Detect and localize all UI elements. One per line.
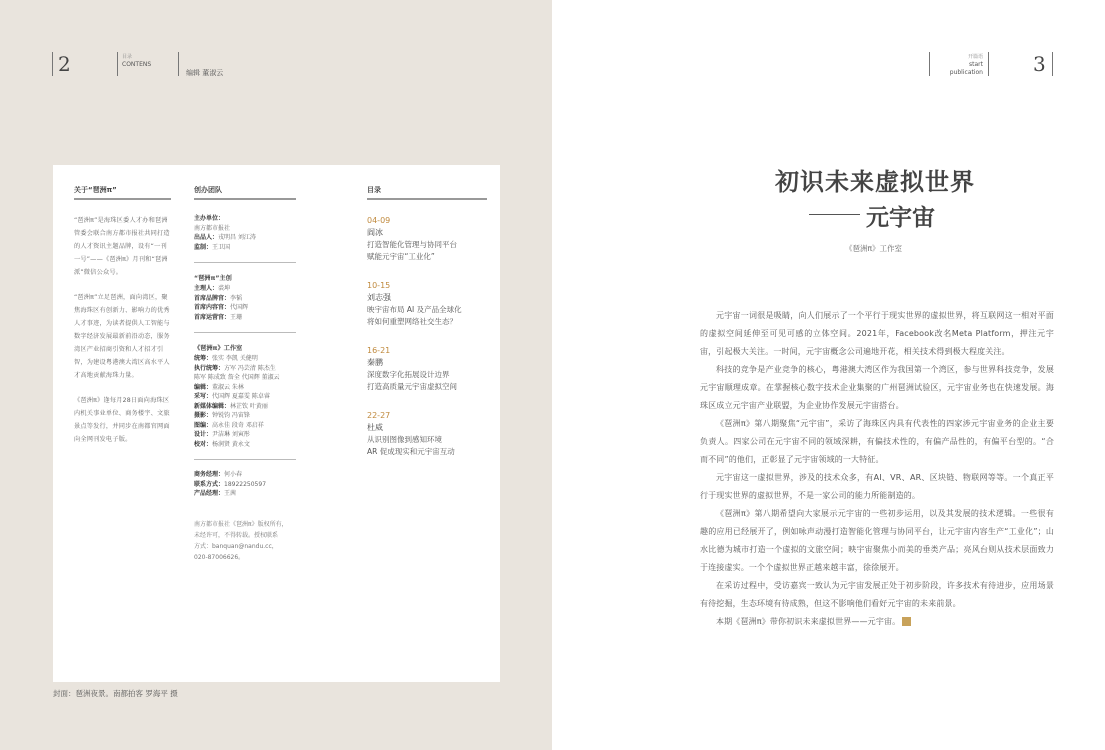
article-paragraph: 《琶洲π》第八期希望向大家展示元宇宙的一些初步运用，以及其发展的技术逻辑。一些很有趣的应用已经展开了，例如咏声动漫打造智能化管理与协同平台，让元宇宙内容生产“工业化”；山水比德为城市打造一个虚拟的文旅空间；映宇宙聚焦小而美的垂类产品；亮风台则从技术层面致力于连接虚实。一个个虚拟世界正越来越丰富，徐徐展开。 [700, 509, 1054, 572]
team-line-value: 代国辉 [230, 304, 249, 311]
article-body [700, 307, 1054, 631]
team-line [194, 284, 296, 294]
team-line-value: 张实 李凯 关健明 [212, 355, 258, 362]
team-line-label: 联系方式： [194, 480, 225, 488]
team-line-label: 采写： [194, 393, 213, 400]
team-line [194, 402, 296, 412]
about-paragraph: “琶洲π”是海珠区委人才办和琶洲管委会联合南方都市报社共同打造的人才资讯主题品牌，设有“一刊一号”——《琶洲π》月刊和“琶洲派”微信公众号。 [74, 217, 170, 276]
team-groups [194, 214, 296, 509]
team-line-value: 高永佳 段奇 邓启祥 [212, 421, 264, 429]
title-dash [809, 214, 860, 215]
toc-item[interactable] [367, 214, 487, 263]
toc-headline: 打造智能化管理与协同平台 [367, 240, 457, 249]
right-section-en2: publication [949, 69, 983, 76]
team-line-value: 王茜 [224, 490, 237, 497]
toc-headline: 深度数字化拓展设计边界 [367, 370, 450, 379]
team-line-value: 李韬 [230, 294, 243, 302]
team-line [194, 383, 296, 393]
article-paragraph: 科技的竞争是产业竞争的核心，粤港澳大湾区作为我国第一个湾区，参与世界科技竞争，发展元宇宙顺理成章。在掌握核心数字技术企业集聚的广州琶洲试验区，元宇宙业务也在快速发展。海珠区成立元宇宙产业联盟，为企业协作发展元宇宙搭台。 [700, 365, 1054, 410]
team-line-label: 主办单位： [194, 215, 225, 222]
copyright-line: 020-87006626。 [194, 553, 245, 561]
team-line [194, 354, 296, 364]
right-section-label [937, 53, 983, 77]
team-group [194, 273, 296, 333]
left-header-divider [52, 52, 53, 76]
article-title-line1: 初识未来虚拟世界 [775, 168, 975, 196]
team-line [194, 224, 296, 234]
toc-page-range: 16-21 [367, 346, 391, 355]
team-line-label: 执行统筹： [194, 364, 225, 372]
toc-headline: 赋能元宇宙“工业化” [367, 252, 435, 261]
toc-author: 阎冰 [367, 228, 383, 237]
toc-author: 秦鹏 [367, 358, 383, 367]
toc-heading: 目录 [367, 185, 487, 200]
team-line-value: 何小春 [224, 471, 243, 478]
team-line-value: 方军 冯芸清 陈杰生 [224, 364, 276, 372]
copyright-line: 未经许可，不得转载。授权联系 [194, 531, 279, 539]
team-line [194, 313, 296, 323]
left-header-divider-3 [178, 52, 179, 76]
team-line-value: 戎明昌 刘江涛 [218, 234, 256, 241]
team-line [194, 411, 296, 421]
team-line-value: 林芷钦 叶黄丽 [230, 402, 268, 410]
team-line-value: 钟锐钧 冯宙锋 [212, 412, 250, 419]
team-line [194, 470, 296, 480]
team-line [194, 373, 296, 383]
team-line-value: 陈军 陈成致 詹全 代国辉 董淑云 [194, 374, 280, 381]
article-paragraph: 本期《琶洲π》带你初识未来虚拟世界——元宇宙。 [700, 613, 1054, 631]
team-line-label: 商务经理： [194, 471, 225, 478]
left-section-label [122, 53, 151, 69]
article-title-line2: 元宇宙 [866, 205, 935, 231]
article-paragraph: 元宇宙一词很是吸睛，向人们展示了一个平行于现实世界的虚拟世界，将互联网这一相对平面的虚拟空间延伸至可见可感的立体空间。2021年，Facebook改名Meta Platform，押注元宇宙，引起极大关注。一时间，元宇宙概念公司遍地开花，相关技术得到极大程度关注。 [700, 311, 1054, 356]
team-line-value: 南方都市报社 [194, 224, 231, 232]
team-line [194, 430, 296, 440]
team-line [194, 294, 296, 304]
end-mark-icon [902, 617, 911, 626]
team-line-value: 18922250597 [224, 480, 267, 488]
article-paragraph: 《琶洲π》第八期聚焦“元宇宙”，采访了海珠区内具有代表性的四家涉元宇宙业务的企业主要负责人。四家公司在元宇宙不同的领域深耕，有偏技术性的，有偏产品性的，有偏平台型的。“合而不同”的他们，正彰显了元宇宙领域的一大特征。 [700, 419, 1054, 464]
team-line-label: 出品人： [194, 234, 219, 241]
team-line-value: 王珊 [230, 313, 243, 321]
right-header-divider [929, 52, 930, 76]
team-line-value: 王卫国 [212, 243, 231, 251]
right-section-cn: 开篇语 [967, 54, 983, 60]
team-group [194, 214, 296, 263]
team-line-label: 首席品牌官： [194, 294, 231, 302]
toc-column [367, 185, 487, 474]
team-line-label: 产品经理： [194, 490, 225, 497]
about-paragraphs [74, 214, 171, 446]
toc-item[interactable] [367, 409, 487, 458]
left-section-cn: 目录 [122, 54, 133, 60]
left-page [0, 0, 552, 750]
team-group [194, 343, 296, 460]
article-paragraph: 元宇宙这一虚拟世界，涉及的技术众多，有AI、VR、AR、区块链、物联网等等。一个真正平行于现实世界的虚拟世界，不是一家公司的能力所能制造的。 [700, 473, 1054, 500]
team-line [194, 392, 296, 402]
team-line [194, 440, 296, 450]
team-line-label: 设计： [194, 431, 213, 438]
team-line [194, 480, 296, 490]
copyright-line: 方式：banquan@nandu.cc， [194, 542, 278, 550]
right-page-number: 3 [1033, 52, 1046, 76]
toc-author: 杜威 [367, 423, 383, 432]
team-line [194, 303, 296, 313]
team-line-label: 编辑： [194, 383, 213, 391]
about-heading: 关于“琶洲π” [74, 185, 171, 200]
toc-headline: 将如何重塑网络社交生态？ [367, 317, 457, 326]
team-line [194, 243, 296, 253]
team-line-value: 董淑云 朱林 [212, 383, 244, 391]
about-paragraph: “琶洲π”立足琶洲，面向湾区，聚焦海珠区有创新力、影响力的优秀人才事迹，为读者提供人工智能与数字经济发展最新前沿动态，服务湾区产业招商引资和人才招才引智，为建设粤港澳大湾区高水平人才高地贡献海珠力量。 [74, 294, 170, 379]
team-line-value: 杨润贤 黄永文 [212, 440, 250, 448]
toc-page-range: 22-27 [367, 411, 391, 420]
team-line [194, 214, 296, 224]
about-paragraph: 《琶洲π》逢每月28日面向海珠区内机关事业单位、商务楼宇、文旅景点等发行，并同步在南都官网面向全网刊发电子版。 [74, 397, 170, 443]
about-column [74, 185, 171, 458]
team-line-label: 摄影： [194, 412, 213, 419]
toc-page-range: 04-09 [367, 216, 391, 225]
team-line-label: 校对： [194, 440, 213, 448]
toc-list [367, 214, 487, 458]
toc-headline: 打造高质量元宇宙虚拟空间 [367, 382, 457, 391]
team-column [194, 185, 296, 563]
team-line-value: 裘坤 [218, 285, 231, 292]
team-line-label: 监制： [194, 243, 213, 251]
toc-item[interactable] [367, 344, 487, 393]
team-line-label: 图编： [194, 421, 213, 429]
team-line [194, 489, 296, 499]
team-line-label: 首席运营官： [194, 313, 231, 321]
toc-headline: AR 促成现实和元宇宙互动 [367, 447, 455, 456]
toc-item[interactable] [367, 279, 487, 328]
left-section-en: CONTENS [122, 61, 152, 68]
team-group-title: “琶洲π”主创 [194, 275, 232, 282]
team-line-label: 统筹： [194, 355, 213, 362]
article-paragraph: 在采访过程中，受访嘉宾一致认为元宇宙发展正处于初步阶段，许多技术有待进步，应用场景有待挖掘，生态环境有待成熟，但这不影响他们看好元宇宙的未来前景。 [700, 581, 1054, 608]
team-line-label: 主理人： [194, 285, 219, 292]
team-line [194, 364, 296, 374]
toc-headline: 映宇宙布局 AI 及产品全球化 [367, 305, 462, 314]
team-line [194, 421, 296, 431]
masthead-card [53, 165, 500, 682]
team-heading: 创办团队 [194, 185, 296, 200]
right-section-en1: start [969, 61, 983, 68]
team-line-label: 新媒体编辑： [194, 402, 231, 410]
toc-headline: 从识别图像到感知环境 [367, 435, 442, 444]
editor-credit: 编辑 董淑云 [186, 69, 224, 77]
team-line [194, 233, 296, 243]
toc-page-range: 10-15 [367, 281, 391, 290]
toc-author: 刘志强 [367, 293, 391, 302]
team-group-title: 《琶洲π》工作室 [194, 345, 243, 352]
cover-caption: 封面：琶洲夜景。南都拍客 罗海平 摄 [53, 689, 178, 698]
right-header-divider-2 [988, 52, 989, 76]
left-page-number: 2 [58, 52, 71, 76]
left-header-divider-2 [117, 52, 118, 76]
article-byline: 《琶洲π》工作室 [845, 244, 903, 253]
copyright-note [194, 519, 296, 563]
team-line-value: 尹洁琳 刘寅彤 [212, 431, 250, 438]
team-group [194, 470, 296, 509]
copyright-line: 南方都市报社《琶洲π》版权所有， [194, 520, 288, 528]
right-header-divider-3 [1052, 52, 1053, 76]
team-line-label: 首席内容官： [194, 304, 231, 311]
team-line-value: 代国辉 夏嘉雯 陈卓睿 [212, 393, 270, 400]
